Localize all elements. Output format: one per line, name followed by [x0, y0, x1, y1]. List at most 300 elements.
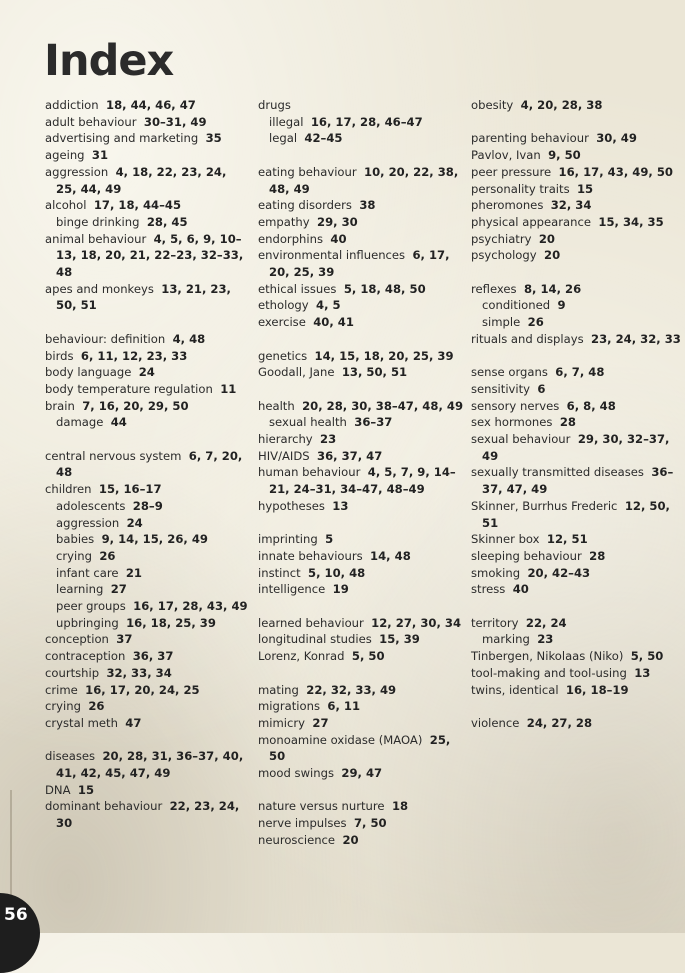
index-page-numbers: 20, 28, 31, 36–37, 40, 41, 42, 45, 47, 49	[56, 749, 244, 781]
index-term: peer pressure	[471, 164, 552, 179]
index-entry	[258, 832, 463, 849]
index-term: marking	[482, 632, 530, 647]
index-page-numbers: 27	[110, 582, 127, 597]
index-page-numbers: 9, 50	[548, 148, 581, 163]
index-term: adult behaviour	[45, 114, 137, 129]
index-page-numbers: 20, 42–43	[527, 565, 591, 580]
index-page-numbers: 22, 32, 33, 49	[306, 682, 397, 697]
index-page-numbers: 5, 10, 48	[308, 565, 366, 580]
index-page-numbers: 25, 50	[269, 732, 451, 764]
index-term: apes and monkeys	[45, 281, 154, 296]
index-subentry	[45, 615, 250, 632]
index-entry	[45, 364, 250, 381]
index-entry	[45, 665, 250, 682]
index-term: personality traits	[471, 181, 570, 196]
index-page-numbers: 35	[205, 131, 222, 146]
index-term: birds	[45, 348, 74, 363]
index-entry	[471, 247, 681, 264]
index-page-numbers: 22, 24	[525, 615, 567, 630]
index-term: sexual health	[269, 415, 347, 430]
index-term: psychology	[471, 248, 537, 263]
index-term: DNA	[45, 782, 71, 797]
index-page-numbers: 31	[91, 148, 109, 163]
index-entry	[45, 381, 250, 398]
index-term: Tinbergen, Nikolaas (Niko)	[471, 649, 624, 664]
index-term: nature versus nurture	[258, 799, 385, 814]
index-term: genetics	[258, 348, 308, 363]
index-term: learned behaviour	[258, 615, 364, 630]
index-entry	[471, 565, 681, 582]
index-page-numbers: 23	[320, 432, 337, 447]
index-page-numbers: 5, 50	[630, 649, 664, 664]
index-term: Goodall, Jane	[258, 365, 335, 380]
index-entry	[471, 164, 681, 181]
index-entry	[471, 548, 681, 565]
index-term: sense organs	[471, 365, 548, 380]
index-term: monoamine oxidase (MAOA)	[258, 732, 423, 747]
index-term: health	[258, 398, 295, 413]
index-page-numbers: 20	[538, 231, 555, 246]
index-entry	[258, 732, 463, 765]
index-group	[258, 164, 463, 331]
index-entry	[45, 682, 250, 699]
index-entry	[471, 615, 681, 632]
index-entry	[45, 748, 250, 781]
index-term: body language	[45, 365, 132, 380]
index-term: pheromones	[471, 198, 544, 213]
index-group	[258, 531, 463, 598]
index-entry	[258, 531, 463, 548]
index-page-numbers: 29, 47	[341, 766, 383, 781]
index-entry	[471, 381, 681, 398]
index-page-numbers: 36–37, 47, 49	[482, 465, 674, 497]
index-page-numbers: 23	[537, 632, 554, 647]
index-term: parenting behaviour	[471, 131, 589, 146]
index-page-numbers: 44	[110, 415, 127, 430]
index-term: endorphins	[258, 231, 324, 246]
index-entry	[471, 414, 681, 431]
index-page-numbers: 18	[391, 799, 409, 814]
index-page-numbers: 11	[220, 381, 237, 396]
index-term: advertising and marketing	[45, 131, 199, 146]
index-entry	[45, 798, 250, 831]
index-page-numbers: 4, 5, 7, 9, 14–21, 24–31, 34–47, 48–49	[269, 465, 456, 497]
index-entry	[258, 364, 463, 381]
index-page-numbers: 16, 17, 28, 43, 49	[133, 599, 248, 614]
index-entry	[258, 798, 463, 815]
index-group	[45, 448, 250, 732]
index-page-numbers: 6, 11, 12, 23, 33	[80, 348, 188, 363]
index-page-numbers: 29, 30, 32–37, 49	[482, 432, 670, 463]
index-subentry	[45, 515, 250, 532]
index-term: infant care	[56, 565, 119, 580]
index-page-numbers: 13, 21, 23, 50, 51	[56, 281, 231, 313]
index-group	[258, 682, 463, 782]
index-entry	[471, 531, 681, 548]
index-term: addiction	[45, 98, 99, 112]
index-term: exercise	[258, 315, 306, 330]
index-group	[45, 331, 250, 431]
index-term: eating behaviour	[258, 164, 357, 179]
index-term: binge drinking	[56, 214, 140, 229]
index-group	[471, 281, 681, 348]
index-term: obesity	[471, 98, 514, 112]
index-term: reflexes	[471, 281, 517, 296]
index-term: migrations	[258, 699, 320, 714]
index-page-numbers: 28, 45	[146, 214, 188, 229]
index-entry	[258, 97, 463, 114]
index-term: territory	[471, 615, 519, 630]
index-entry	[471, 214, 681, 231]
index-page-numbers: 6, 7, 48	[555, 365, 605, 380]
index-term: hypotheses	[258, 498, 325, 513]
index-subentry	[258, 414, 463, 431]
index-page-numbers: 38	[359, 198, 376, 213]
index-entry	[45, 164, 250, 197]
index-entry	[258, 348, 463, 365]
index-page-numbers: 4, 20, 28, 38	[520, 98, 603, 112]
index-term: mimicry	[258, 715, 306, 730]
index-page-numbers: 6, 8, 48	[566, 398, 616, 413]
index-entry	[45, 197, 250, 214]
index-entry	[471, 682, 681, 699]
index-page-numbers: 19	[332, 582, 349, 597]
index-entry	[45, 114, 250, 131]
index-group	[45, 748, 250, 832]
index-term: sensitivity	[471, 381, 531, 396]
index-term: behaviour: definition	[45, 331, 166, 346]
index-term: crying	[56, 548, 92, 563]
index-entry	[258, 615, 463, 632]
index-page-numbers: 16, 17, 28, 46–47	[310, 114, 423, 129]
index-entry	[258, 214, 463, 231]
index-entry	[258, 581, 463, 598]
index-term: violence	[471, 715, 520, 730]
index-page-numbers: 12, 51	[546, 532, 588, 547]
index-entry	[471, 364, 681, 381]
index-entry	[258, 281, 463, 298]
index-column-1	[45, 97, 250, 849]
index-term: eating disorders	[258, 198, 352, 213]
index-term: contraception	[45, 649, 126, 664]
index-page-numbers: 23, 24, 32, 33	[591, 331, 681, 346]
index-page-numbers: 40, 41	[313, 315, 354, 330]
index-page-numbers: 13, 50, 51	[341, 365, 408, 380]
index-page-numbers: 4, 5, 6, 9, 10–13, 18, 20, 21, 22–23, 32–33, 48	[56, 231, 244, 280]
index-subentry	[45, 498, 250, 515]
index-term: conditioned	[482, 298, 551, 313]
index-entry	[45, 631, 250, 648]
index-term: dominant behaviour	[45, 799, 163, 814]
index-entry	[471, 197, 681, 214]
index-page-numbers: 16, 17, 20, 24, 25	[85, 682, 200, 697]
index-entry	[258, 565, 463, 582]
index-page-numbers: 20, 28, 30, 38–47, 48, 49	[302, 398, 464, 413]
index-entry	[258, 464, 463, 497]
index-page-numbers: 16, 18, 25, 39	[126, 615, 216, 630]
index-page-numbers: 5, 50	[351, 649, 385, 664]
index-term: upbringing	[56, 615, 119, 630]
index-page-numbers: 12, 50, 51	[482, 498, 670, 530]
index-page-numbers: 28	[559, 415, 576, 430]
index-term: ageing	[45, 148, 85, 163]
index-term: children	[45, 482, 92, 497]
index-page-numbers: 36, 37	[132, 649, 174, 664]
index-term: sleeping behaviour	[471, 548, 582, 563]
index-subentry	[45, 214, 250, 231]
index-entry	[258, 431, 463, 448]
index-entry	[258, 448, 463, 465]
index-page-numbers: 32, 34	[550, 198, 592, 213]
index-term: physical appearance	[471, 214, 592, 229]
index-page-numbers: 26	[527, 315, 544, 330]
index-page-numbers: 15, 16–17	[98, 482, 162, 497]
index-page-numbers: 7, 16, 20, 29, 50	[82, 398, 189, 413]
index-term: crime	[45, 682, 78, 697]
index-page-numbers: 15	[576, 181, 594, 196]
index-page-numbers: 24	[126, 515, 143, 530]
index-page-numbers: 9	[557, 298, 566, 313]
index-entry	[471, 281, 681, 298]
index-column-2	[258, 97, 463, 865]
index-group	[471, 130, 681, 264]
index-term: innate behaviours	[258, 548, 363, 563]
index-entry	[471, 498, 681, 531]
index-page-numbers: 36, 37, 47	[317, 448, 383, 463]
index-group	[258, 348, 463, 381]
index-term: sexual behaviour	[471, 432, 571, 447]
index-page-numbers: 16, 18–19	[565, 682, 629, 697]
index-page-numbers: 30, 49	[596, 131, 637, 146]
index-term: empathy	[258, 214, 310, 229]
index-entry	[471, 665, 681, 682]
index-entry	[258, 631, 463, 648]
index-entry	[258, 715, 463, 732]
index-entry	[471, 398, 681, 415]
index-term: ethical issues	[258, 281, 337, 296]
index-entry	[258, 815, 463, 832]
index-entry	[471, 181, 681, 198]
index-term: diseases	[45, 749, 96, 764]
index-group	[258, 398, 463, 515]
index-entry	[471, 147, 681, 164]
index-page-numbers: 6, 11	[327, 699, 361, 714]
index-page-numbers: 28–9	[132, 498, 163, 513]
index-entry	[258, 698, 463, 715]
index-subentry	[258, 130, 463, 147]
index-term: sensory nerves	[471, 398, 560, 413]
index-entry	[45, 481, 250, 498]
index-page-numbers: 27	[312, 715, 329, 730]
index-term: crystal meth	[45, 715, 118, 730]
index-term: hierarchy	[258, 432, 313, 447]
index-page-numbers: 6, 17, 20, 25, 39	[269, 248, 450, 280]
index-page-numbers: 10, 20, 22, 38, 48, 49	[269, 164, 459, 196]
index-entry	[471, 97, 681, 114]
index-term: sex hormones	[471, 415, 553, 430]
index-term: smoking	[471, 565, 521, 580]
index-page-numbers: 4, 48	[172, 331, 206, 346]
index-term: peer groups	[56, 599, 126, 614]
index-subentry	[471, 314, 681, 331]
index-page-numbers: 14, 15, 18, 20, 25, 39	[314, 348, 454, 363]
index-entry	[45, 398, 250, 415]
index-page-numbers: 13	[332, 498, 349, 513]
index-term: courtship	[45, 665, 100, 680]
index-page-numbers: 30–31, 49	[143, 114, 207, 129]
index-term: imprinting	[258, 532, 318, 547]
index-page-numbers: 26	[88, 699, 105, 714]
index-entry	[258, 498, 463, 515]
index-subentry	[258, 114, 463, 131]
index-group	[258, 615, 463, 665]
index-term: legal	[269, 131, 298, 146]
index-entry	[471, 648, 681, 665]
index-term: brain	[45, 398, 75, 413]
index-term: Pavlov, Ivan	[471, 148, 541, 163]
index-subentry	[45, 531, 250, 548]
index-page-numbers: 8, 14, 26	[523, 281, 582, 296]
index-page-numbers: 40	[330, 231, 347, 246]
index-page-numbers: 7, 50	[353, 816, 387, 831]
index-subentry	[45, 414, 250, 431]
index-subentry	[471, 631, 681, 648]
index-entry	[45, 648, 250, 665]
index-page-numbers: 20	[342, 832, 359, 847]
index-page-numbers: 21	[125, 565, 142, 580]
index-entry	[471, 331, 681, 348]
index-term: HIV/AIDS	[258, 448, 310, 463]
index-page-numbers: 36–37	[354, 415, 393, 430]
index-term: psychiatry	[471, 231, 532, 246]
index-page-numbers: 24, 27, 28	[526, 715, 593, 730]
index-page-numbers: 15	[77, 782, 95, 797]
index-entry	[45, 698, 250, 715]
index-page-numbers: 29, 30	[317, 214, 358, 229]
index-entry	[45, 147, 250, 164]
index-page-numbers: 4, 5	[316, 298, 341, 313]
index-term: sexually transmitted diseases	[471, 465, 644, 480]
index-term: alcohol	[45, 198, 87, 213]
index-entry	[45, 97, 250, 114]
index-entry	[258, 197, 463, 214]
index-group	[258, 97, 463, 147]
index-entry	[258, 548, 463, 565]
index-page-numbers: 18, 44, 46, 47	[106, 98, 196, 112]
index-entry	[471, 715, 681, 732]
index-term: nerve impulses	[258, 816, 347, 831]
index-term: human behaviour	[258, 465, 361, 480]
index-page-numbers: 6, 7, 20, 48	[56, 448, 243, 480]
index-subentry	[45, 548, 250, 565]
index-entry	[45, 130, 250, 147]
index-term: twins, identical	[471, 682, 559, 697]
index-page-numbers: 32, 33, 34	[106, 665, 172, 680]
index-page-numbers: 24	[138, 365, 155, 380]
index-page-numbers: 42–45	[304, 131, 343, 146]
index-entry	[258, 164, 463, 197]
index-entry	[471, 581, 681, 598]
index-term: drugs	[258, 98, 291, 112]
index-term: body temperature regulation	[45, 381, 213, 396]
index-term: environmental influences	[258, 248, 406, 263]
index-page-numbers: 16, 17, 43, 49, 50	[558, 164, 673, 179]
index-column-3	[471, 97, 681, 748]
index-page-numbers: 37	[116, 632, 133, 647]
index-entry	[45, 331, 250, 348]
index-entry	[471, 130, 681, 147]
index-group	[471, 715, 681, 732]
index-entry	[258, 231, 463, 248]
index-term: conception	[45, 632, 109, 647]
index-term: ethology	[258, 298, 309, 313]
index-page-numbers: 12, 27, 30, 34	[371, 615, 462, 630]
index-entry	[258, 398, 463, 415]
index-term: central nervous system	[45, 448, 182, 463]
index-entry	[471, 231, 681, 248]
index-page-numbers: 22, 23, 24, 30	[56, 799, 240, 831]
index-subentry	[45, 581, 250, 598]
index-entry	[258, 648, 463, 665]
index-term: Skinner, Burrhus Frederic	[471, 498, 618, 513]
index-term: aggression	[45, 164, 109, 179]
index-entry	[258, 765, 463, 782]
index-entry	[45, 281, 250, 314]
index-group	[471, 615, 681, 699]
index-page-numbers: 20	[544, 248, 561, 263]
index-group	[471, 97, 681, 114]
index-term: stress	[471, 582, 506, 597]
index-page-numbers: 14, 48	[370, 548, 411, 563]
index-page-numbers: 26	[99, 548, 116, 563]
index-term: damage	[56, 415, 104, 430]
index-group	[471, 364, 681, 598]
index-page-numbers: 15, 34, 35	[598, 214, 664, 229]
index-subentry	[45, 565, 250, 582]
index-page-numbers: 5	[325, 532, 334, 547]
index-page-numbers: 4, 18, 22, 23, 24, 25, 44, 49	[56, 164, 227, 196]
index-term: rituals and displays	[471, 331, 584, 346]
index-term: crying	[45, 699, 81, 714]
index-term: mood swings	[258, 766, 335, 781]
index-entry	[471, 431, 681, 464]
page-title: Index	[44, 36, 174, 86]
index-term: intelligence	[258, 582, 326, 597]
index-entry	[258, 314, 463, 331]
index-term: mating	[258, 682, 299, 697]
index-term: animal behaviour	[45, 231, 147, 246]
index-term: illegal	[269, 114, 304, 129]
index-term: simple	[482, 315, 521, 330]
index-term: aggression	[56, 515, 120, 530]
index-page-numbers: 40	[512, 582, 529, 597]
index-page-numbers: 13	[634, 665, 651, 680]
index-group	[258, 798, 463, 848]
index-entry	[45, 348, 250, 365]
index-page-numbers: 5, 18, 48, 50	[343, 281, 426, 296]
index-term: longitudinal studies	[258, 632, 372, 647]
index-subentry	[471, 297, 681, 314]
index-subentry	[45, 598, 250, 615]
index-entry	[258, 297, 463, 314]
index-term: Skinner box	[471, 532, 540, 547]
index-page-numbers: 47	[125, 715, 142, 730]
index-entry	[471, 464, 681, 497]
index-page-numbers: 28	[589, 548, 606, 563]
index-term: adolescents	[56, 498, 126, 513]
index-entry	[45, 782, 250, 799]
index-page-numbers: 9, 14, 15, 26, 49	[101, 532, 208, 547]
